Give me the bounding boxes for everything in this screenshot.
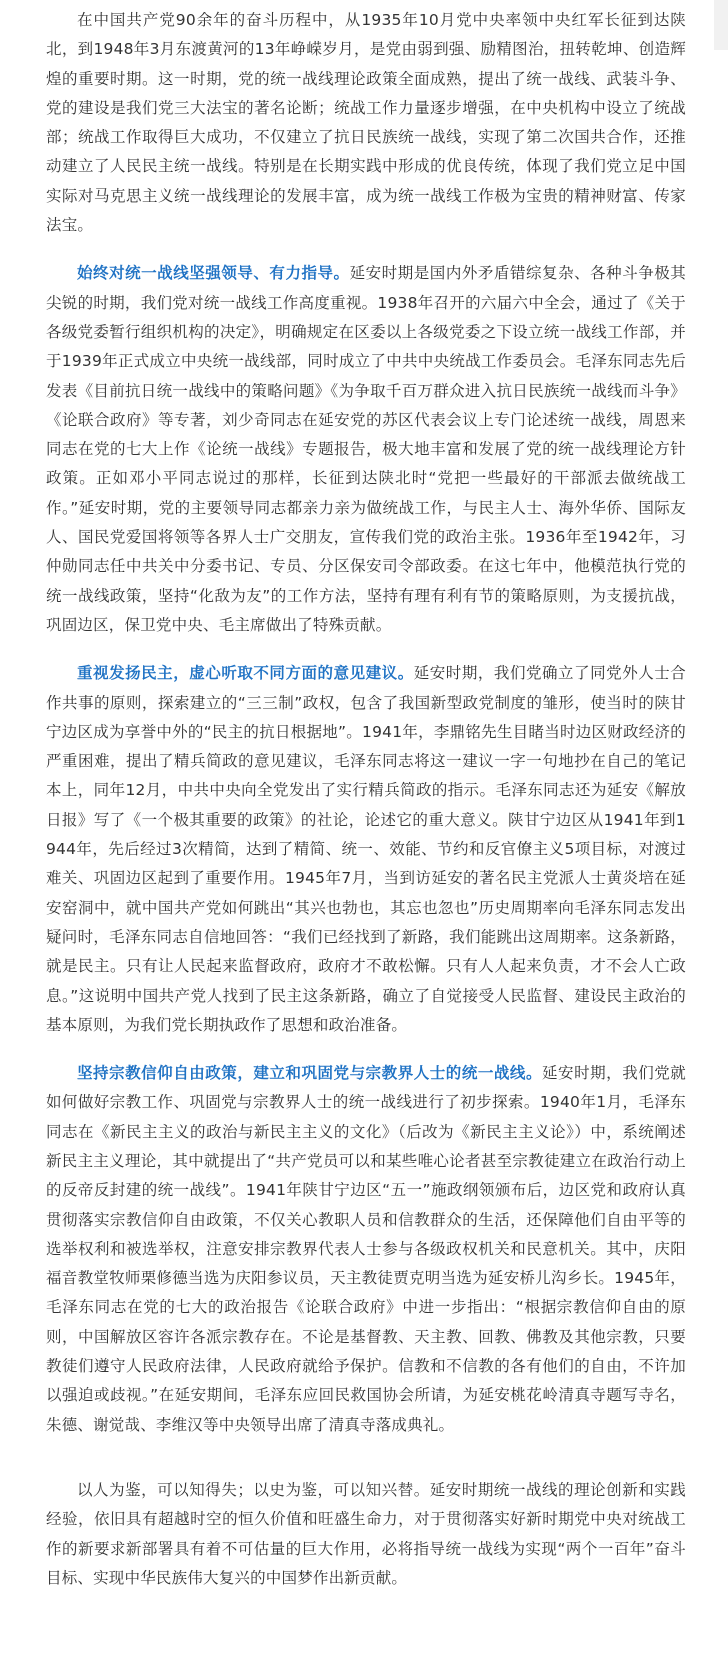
section-paragraph-leadership	[46, 259, 686, 640]
paragraph-lead: 坚持宗教信仰自由政策，建立和巩固党与宗教界人士的统一战线。	[77, 1064, 543, 1083]
paragraph-text: 延安时期，我们党确立了同党外人士合作共事的原则，探索建立的“三三制”政权，包含了我国新型政党制度的雏形，使当时的陕甘宁边区成为享誉中外的“民主的抗日根据地”。1941年，李鼎铭先生目睹当时边区财政经济的严重困难，提出了精兵简政的意见建议，毛泽东同志将这一建议一字一句地抄在自己的笔记本上，同年12月，中共中央向全党发出了实行精兵简政的指示。毛泽东同志还为延安《解放日报》写了《一个极其重要的政策》的社论，论述它的重大意义。陕甘宁边区从1941年到1944年，先后经过3次精简，达到了精简、统一、效能、节约和反官僚主义5项目标，对渡过难关、巩固边区起到了重要作用。1945年7月，当到访延安的著名民主党派人士黄炎培在延安窑洞中，就中国共产党如何跳出“其兴也勃也，其忘也忽也”历史周期率向毛泽东同志发出疑问时，毛泽东同志自信地回答：“我们已经找到了新路，我们能跳出这周期率。这条新路，就是民主。只有让人民起来监督政府，政府才不敢松懈。只有人人起来负责，才不会人亡政息。”这说明中国共产党人找到了民主这条新路，确立了自觉接受人民监督、建设民主政治的基本原则，为我们党长期执政作了思想和政治准备。	[46, 664, 686, 1034]
section-paragraph-democracy	[46, 659, 686, 1040]
scrollbar-track[interactable]	[714, 0, 728, 50]
conclusion-paragraph	[46, 1476, 686, 1593]
paragraph-text: 延安时期是国内外矛盾错综复杂、各种斗争极其尖锐的时期，我们党对统一战线工作高度重视。1938年召开的六届六中全会，通过了《关于各级党委暂行组织机构的决定》，明确规定在区委以上各级党委之下设立统一战线工作部，并于1939年正式成立中央统一战线部，同时成立了中共中央统战工作委员会。毛泽东同志先后发表《目前抗日统一战线中的策略问题》《为争取千百万群众进入抗日民族统一战线而斗争》《论联合政府》等专著，刘少奇同志在延安党的苏区代表会议上专门论述统一战线，周恩来同志在党的七大上作《论统一战线》专题报告，极大地丰富和发展了党的统一战线理论方针政策。正如邓小平同志说过的那样，长征到达陕北时“党把一些最好的干部派去做统战工作。”延安时期，党的主要领导同志都亲力亲为做统战工作，与民主人士、海外华侨、国际友人、国民党爱国将领等各界人士广交朋友，宣传我们党的政治主张。1936年至1942年，习仲勋同志任中共关中分委书记、专员、分区保安司令部政委。在这七年中，他模范执行党的统一战线政策，坚持“化敌为友”的工作方法，坚持有理有利有节的策略原则，为支援抗战，巩固边区，保卫党中央、毛主席做出了特殊贡献。	[46, 264, 687, 634]
paragraph-text: 在中国共产党90余年的奋斗历程中，从1935年10月党中央率领中央红军长征到达陕北，到1948年3月东渡黄河的13年峥嵘岁月，是党由弱到强、励精图治，扭转乾坤、创造辉煌的重要时期。这一时期，党的统一战线理论政策全面成熟，提出了统一战线、武装斗争、党的建设是我们党三大法宝的著名论断；统战工作力量逐步增强，在中央机构中设立了统战部；统战工作取得巨大成功，不仅建立了抗日民族统一战线，实现了第二次国共合作，还推动建立了人民民主统一战线。特别是在长期实践中形成的优良传统，体现了我们党立足中国实际对马克思主义统一战线理论的发展丰富，成为统一战线工作极为宝贵的精神财富、传家法宝。	[46, 11, 686, 235]
paragraph-text: 以人为鉴，可以知得失；以史为鉴，可以知兴替。延安时期统一战线的理论创新和实践经验，依旧具有超越时空的恒久价值和旺盛生命力，对于贯彻落实好新时期党中央对统战工作的新要求新部署具有着不可估量的巨大作用，必将指导统一战线为实现“两个一百年”奋斗目标、实现中华民族伟大复兴的中国梦作出新贡献。	[46, 1480, 686, 1587]
article-body	[46, 0, 686, 1593]
paragraph-text: 延安时期，我们党就如何做好宗教工作、巩固党与宗教界人士的统一战线进行了初步探索。1940年1月，毛泽东同志在《新民主主义的政治与新民主主义的文化》（后改为《新民主主义论》）中，系统阐述新民主主义理论，其中就提出了“共产党员可以和某些唯心论者甚至宗教徒建立在政治行动上的反帝反封建的统一战线”。1941年陕甘宁边区“五一”施政纲领颁布后，边区党和政府认真贯彻落实宗教信仰自由政策，不仅关心教职人员和信教群众的生活，还保障他们自由平等的选举权利和被选举权，注意安排宗教界代表人士参与各级政权机关和民意机关。其中，庆阳福音教堂牧师栗修德当选为庆阳参议员，天主教徒贾克明当选为延安桥儿沟乡长。1945年，毛泽东同志在党的七大的政治报告《论联合政府》中进一步指出：“根据宗教信仰自由的原则，中国解放区容许各派宗教存在。不论是基督教、天主教、回教、佛教及其他宗教，只要教徒们遵守人民政府法律，人民政府就给予保护。信教和不信教的各有他们的自由，不许加以强迫或歧视。”在延安期间，毛泽东应回民救国协会所请，为延安桃花岭清真寺题写寺名，朱德、谢觉哉、李维汉等中央领导出席了清真寺落成典礼。	[46, 1064, 686, 1434]
intro-paragraph	[46, 0, 686, 240]
paragraph-lead: 重视发扬民主，虚心听取不同方面的意见建议。	[77, 664, 414, 683]
paragraph-lead: 始终对统一战线坚强领导、有力指导。	[77, 264, 350, 283]
section-paragraph-religion	[46, 1059, 686, 1440]
